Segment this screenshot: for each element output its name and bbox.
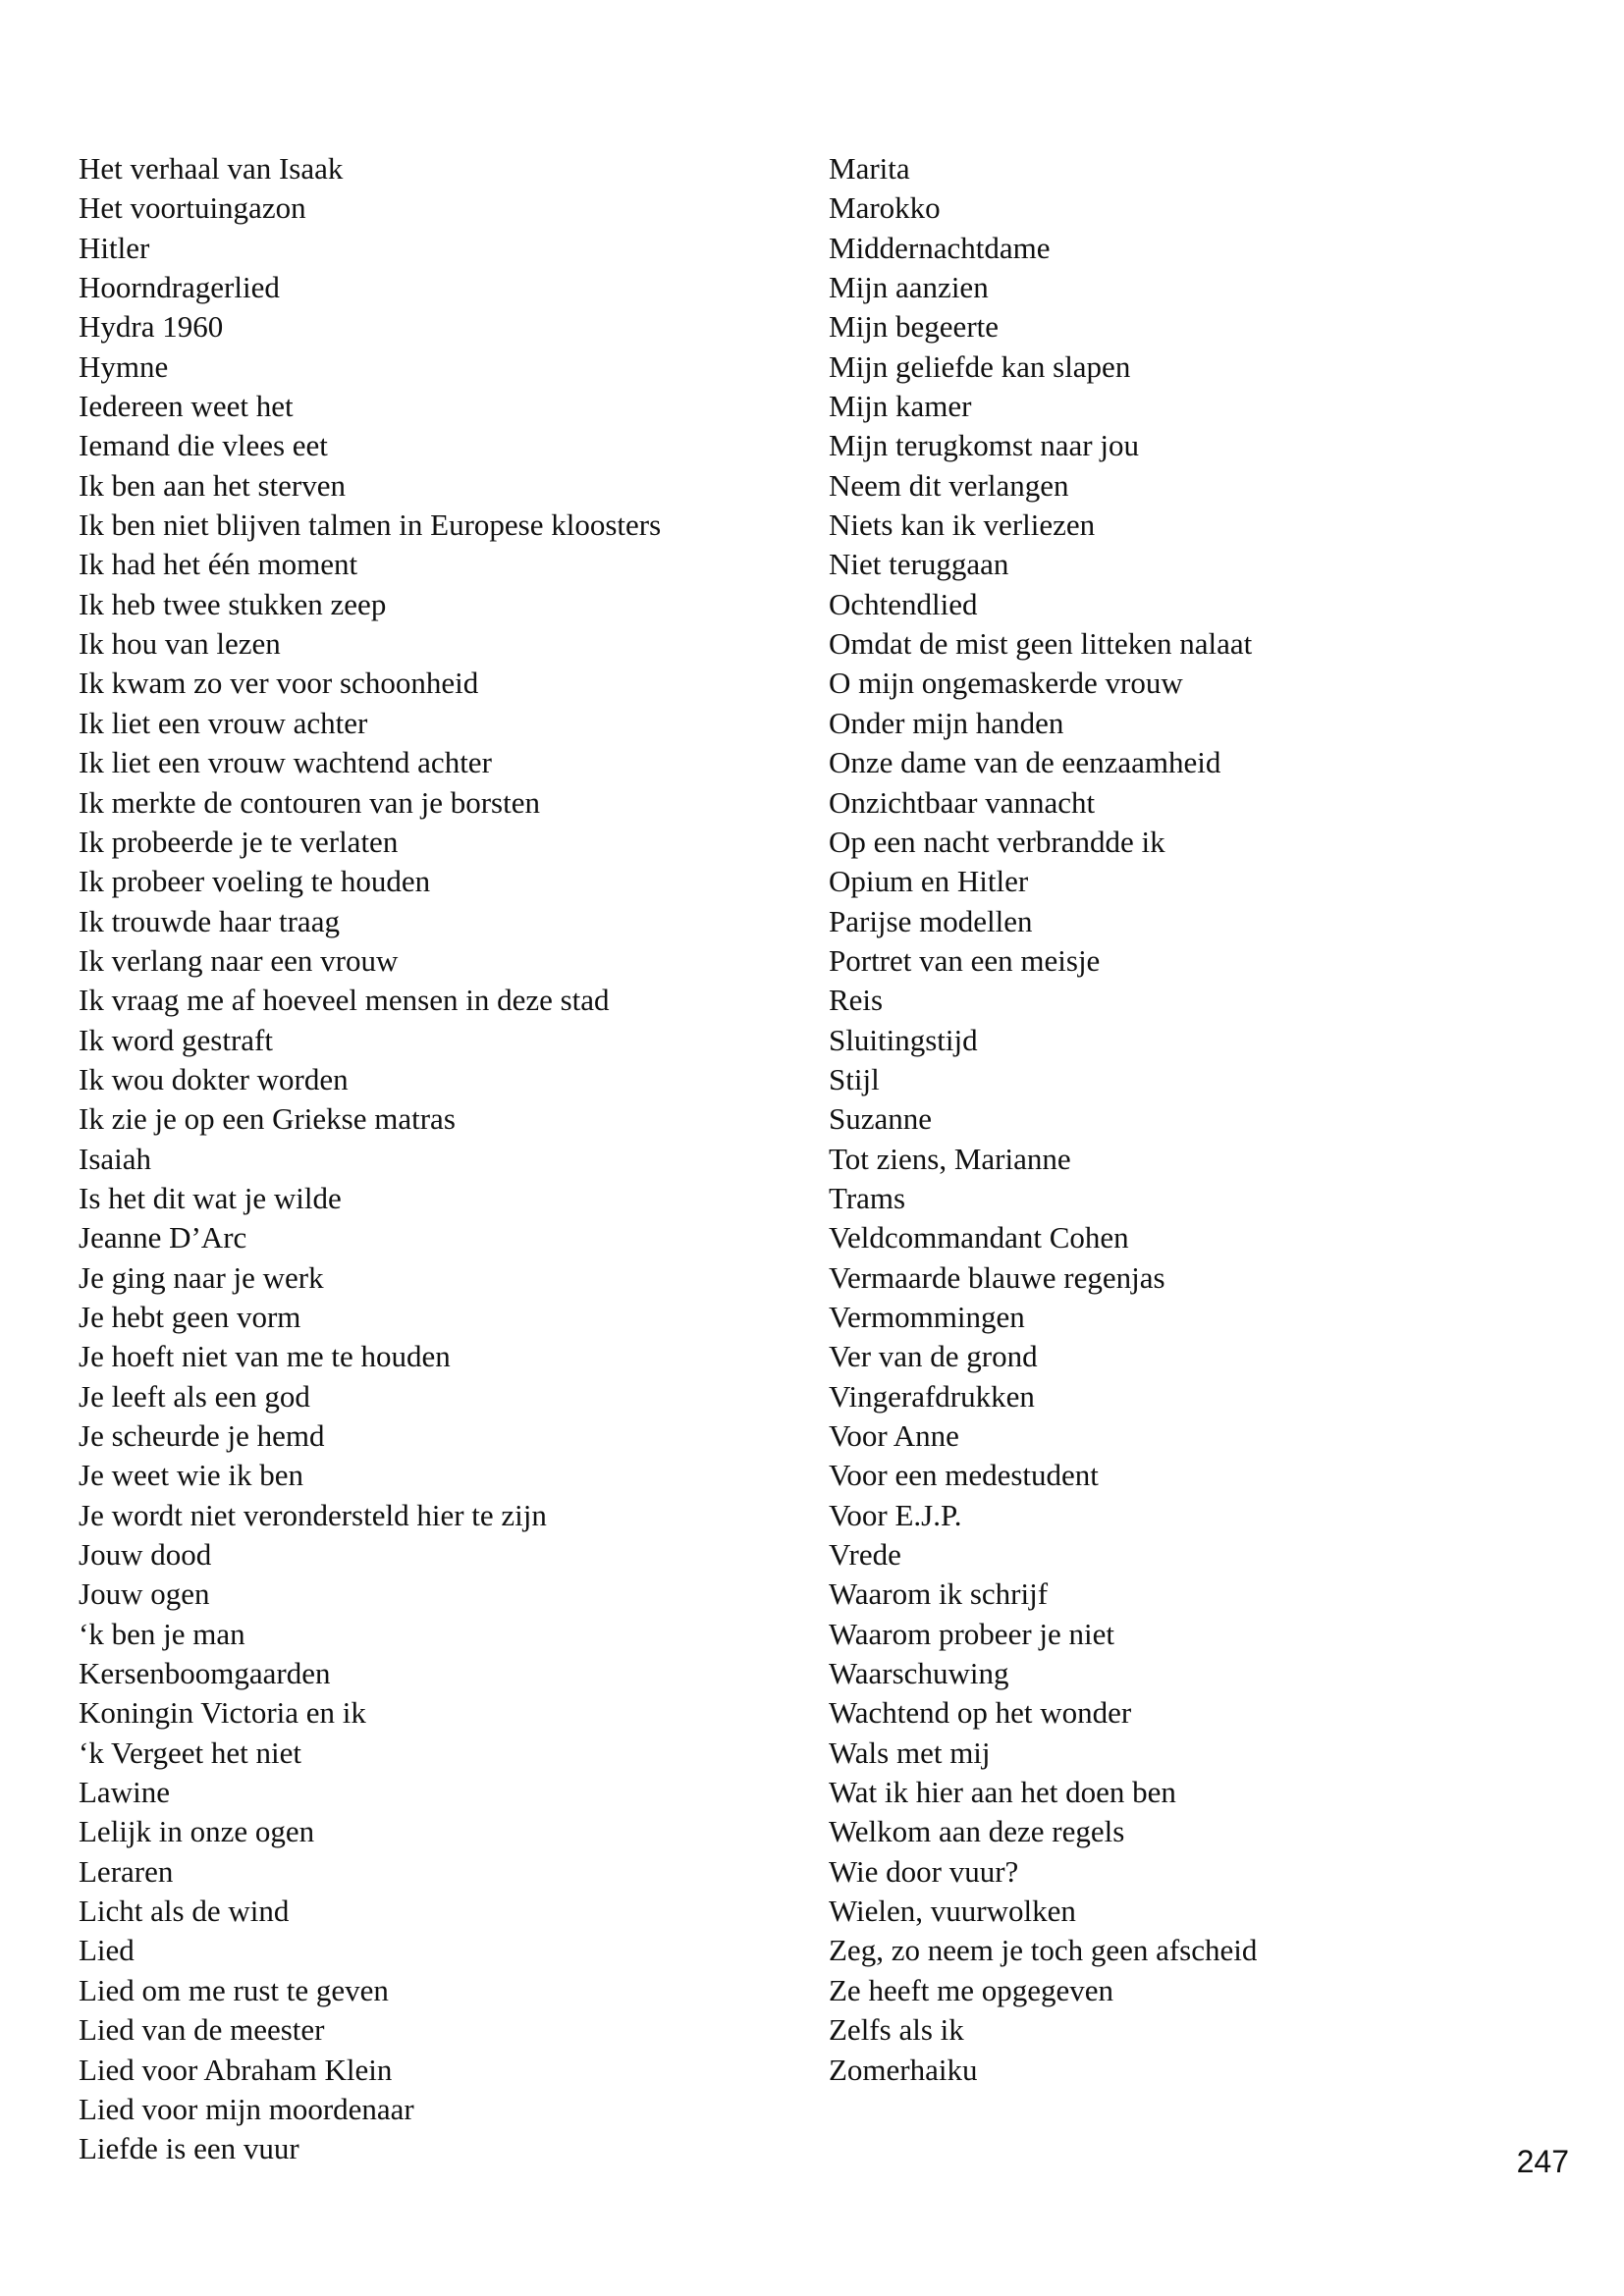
index-entry: Lied om me rust te geven — [79, 1972, 389, 2007]
index-entry: Hoorndragerlied — [79, 270, 280, 305]
index-entry: Lied — [79, 1933, 135, 1968]
index-entry: Parijse modellen — [829, 903, 1033, 938]
index-entry: Voor Anne — [829, 1418, 959, 1453]
index-entry: Het voortuingazon — [79, 190, 306, 226]
index-left-column — [79, 149, 766, 2169]
index-entry: Isaiah — [79, 1141, 152, 1176]
index-entry: Wielen, vuurwolken — [829, 1894, 1076, 1929]
index-entry: Je wordt niet verondersteld hier te zijn — [79, 1497, 547, 1532]
index-entry: Waarom probeer je niet — [829, 1616, 1115, 1651]
index-entry: Hydra 1960 — [79, 309, 224, 345]
index-entry: Jeanne D’Arc — [79, 1220, 247, 1255]
index-entry: Vermommingen — [829, 1299, 1025, 1334]
index-entry: Mijn begeerte — [829, 309, 1000, 345]
index-entry: Ik merkte de contouren van je borsten — [79, 784, 540, 820]
index-entry: Ver van de grond — [829, 1339, 1038, 1374]
index-entry: Trams — [829, 1180, 906, 1215]
index-entry: Iemand die vlees eet — [79, 428, 328, 463]
index-entry: O mijn ongemaskerde vrouw — [829, 666, 1183, 701]
index-entry: Mijn geliefde kan slapen — [829, 348, 1131, 384]
index-entry: Lawine — [79, 1775, 170, 1810]
index-entry: Ik ben niet blijven talmen in Europese kloosters — [79, 507, 662, 543]
index-entry: Voor een medestudent — [829, 1458, 1099, 1493]
index-entry: Vingerafdrukken — [829, 1378, 1035, 1414]
index-entry: Wat ik hier aan het doen ben — [829, 1775, 1176, 1810]
index-entry: Zeg, zo neem je toch geen afscheid — [829, 1933, 1258, 1968]
index-entry: Lelijk in onze ogen — [79, 1814, 315, 1849]
index-entry: Ik liet een vrouw wachtend achter — [79, 745, 492, 780]
index-entry: Ze heeft me opgegeven — [829, 1972, 1114, 2007]
index-entry: Vermaarde blauwe regenjas — [829, 1259, 1165, 1295]
index-entry: Ik probeerde je te verlaten — [79, 824, 399, 859]
index-entry: Onder mijn handen — [829, 705, 1064, 740]
index-entry: Sluitingstijd — [829, 1022, 978, 1057]
index-entry: Ik had het één moment — [79, 547, 358, 582]
index-entry: Het verhaal van Isaak — [79, 151, 344, 186]
index-entry: Onze dame van de eenzaamheid — [829, 745, 1221, 780]
index-entry: Ik hou van lezen — [79, 626, 281, 662]
index-entry: Ik zie je op een Griekse matras — [79, 1101, 456, 1137]
index-entry: Ik trouwde haar traag — [79, 903, 340, 938]
index-entry: Veldcommandant Cohen — [829, 1220, 1129, 1255]
index-entry: Mijn terugkomst naar jou — [829, 428, 1139, 463]
index-entry: Mijn aanzien — [829, 270, 989, 305]
index-entry: Zelfs als ik — [829, 2012, 964, 2048]
index-entry: Je ging naar je werk — [79, 1259, 324, 1295]
index-entry: Hitler — [79, 230, 150, 265]
index-entry: Is het dit wat je wilde — [79, 1180, 342, 1215]
index-entry: Zomerhaiku — [829, 2052, 978, 2087]
index-entry: Lied voor mijn moordenaar — [79, 2091, 414, 2126]
index-entry: Ik probeer voeling te houden — [79, 864, 431, 899]
index-entry: Lied van de meester — [79, 2012, 325, 2048]
index-entry: ‘k ben je man — [79, 1616, 245, 1651]
index-entry: Voor E.J.P. — [829, 1497, 962, 1532]
index-entry: Jouw ogen — [79, 1576, 210, 1612]
index-entry: Suzanne — [829, 1101, 933, 1137]
index-entry: Wie door vuur? — [829, 1853, 1019, 1889]
index-entry: Waarom ik schrijf — [829, 1576, 1049, 1612]
index-entry: Jouw dood — [79, 1537, 212, 1573]
index-entry: Ik wou dokter worden — [79, 1061, 349, 1096]
index-entry: ‘k Vergeet het niet — [79, 1735, 301, 1770]
index-entry: Marita — [829, 151, 910, 186]
page-number: 247 — [1516, 2144, 1569, 2179]
index-entry: Onzichtbaar vannacht — [829, 784, 1096, 820]
index-entry: Vrede — [829, 1537, 901, 1573]
index-entry: Hymne — [79, 348, 169, 384]
index-entry: Iedereen weet het — [79, 389, 294, 424]
index-entry: Ik word gestraft — [79, 1022, 273, 1057]
index-entry: Ik verlang naar een vrouw — [79, 942, 399, 978]
index-entry: Niet teruggaan — [829, 547, 1009, 582]
index-entry: Marokko — [829, 190, 941, 226]
index-entry: Portret van een meisje — [829, 942, 1101, 978]
index-entry: Waarschuwing — [829, 1656, 1009, 1691]
index-entry: Ik heb twee stukken zeep — [79, 586, 387, 621]
index-entry: Wachtend op het wonder — [829, 1695, 1132, 1731]
index-entry: Mijn kamer — [829, 389, 972, 424]
index-entry: Neem dit verlangen — [829, 467, 1069, 503]
index-entry: Ik liet een vrouw achter — [79, 705, 368, 740]
index-entry: Ik kwam zo ver voor schoonheid — [79, 666, 479, 701]
index-entry: Reis — [829, 983, 884, 1018]
index-entry: Ik ben aan het sterven — [79, 467, 346, 503]
index-entry: Je weet wie ik ben — [79, 1458, 303, 1493]
index-entry: Je leeft als een god — [79, 1378, 310, 1414]
index-entry: Ik vraag me af hoeveel mensen in deze stad — [79, 983, 610, 1018]
index-entry: Ochtendlied — [829, 586, 978, 621]
index-entry: Niets kan ik verliezen — [829, 507, 1096, 543]
index-entry: Op een nacht verbrandde ik — [829, 824, 1165, 859]
index-entry: Opium en Hitler — [829, 864, 1029, 899]
index-entry: Omdat de mist geen litteken nalaat — [829, 626, 1253, 662]
index-entry: Tot ziens, Marianne — [829, 1141, 1071, 1176]
index-entry: Liefde is een vuur — [79, 2131, 299, 2166]
index-entry: Leraren — [79, 1853, 174, 1889]
index-entry: Je scheurde je hemd — [79, 1418, 325, 1453]
index-entry: Middernachtdame — [829, 230, 1051, 265]
index-entry: Lied voor Abraham Klein — [79, 2052, 393, 2087]
index-entry: Welkom aan deze regels — [829, 1814, 1125, 1849]
index-entry: Je hebt geen vorm — [79, 1299, 301, 1334]
index-entry: Wals met mij — [829, 1735, 991, 1770]
index-entry: Kersenboomgaarden — [79, 1656, 331, 1691]
index-entry: Je hoeft niet van me te houden — [79, 1339, 451, 1374]
index-entry: Stijl — [829, 1061, 880, 1096]
index-entry: Licht als de wind — [79, 1894, 290, 1929]
index-entry: Koningin Victoria en ik — [79, 1695, 366, 1731]
index-right-column — [829, 149, 1516, 2090]
